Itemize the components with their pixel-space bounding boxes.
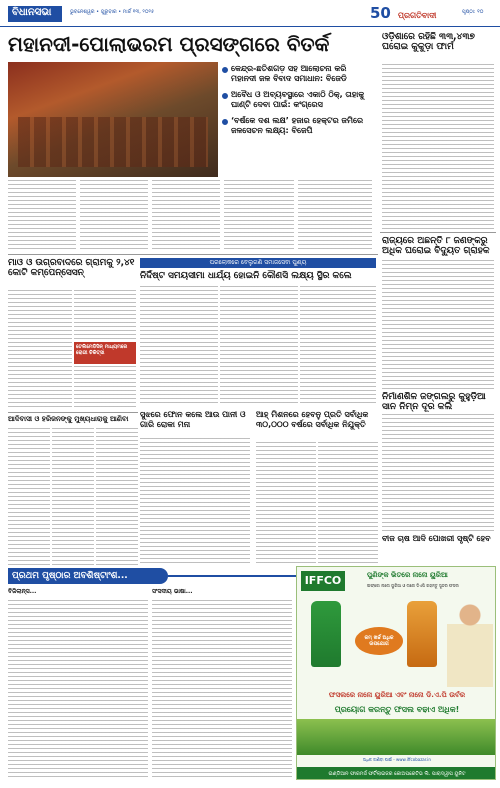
- right-story2-body: [382, 260, 494, 390]
- ad-logo: IFFCO: [301, 571, 345, 591]
- lead-point-2: ଅବୈଧ ଓ ଅବ୍ୟବସ୍ଥାରେ ଏକାଠି ଠିକ୍, ତାହାକୁ ଘାଣ୍ଟି ଦେବା ପାଇଁ: କଂଗ୍ରେସ: [222, 90, 372, 110]
- lead-body-col3: [152, 180, 220, 252]
- bullet-icon: [222, 67, 228, 73]
- page-number: ପୃଷ୍ଠା: ୧୦: [462, 9, 484, 15]
- brand-years: 50: [370, 4, 391, 22]
- bottom-col1-title: ବିଜିଲାନ୍ସ...: [8, 588, 37, 595]
- farmer-illustration: [447, 597, 493, 687]
- ad-headline-1: ଫସଲରେ ନାନୋ ୟୁରିଆ ଏବଂ ନାନୋ ଡି.ଏ.ପି ଉର୍ବର: [328, 691, 466, 699]
- bottom-col2-body: [152, 600, 292, 780]
- nano-bottle-left: [311, 601, 341, 667]
- mid-story5-body-b: [318, 442, 378, 566]
- iffco-ad: [296, 566, 496, 780]
- lead-body-col2: [80, 180, 148, 252]
- ad-title: ପୁଣିଙ୍କ ଭିତରେ ନାନୋ ୟୁରିଆ: [367, 571, 448, 579]
- ad-footer: ଅଧିକ ଜାଣିବା ପାଇଁ - www.iffcobazar.in: [363, 757, 431, 762]
- lead-body-col5: [298, 180, 372, 252]
- right-story4-title: ବୀଜ ଚାଷ ଆଦି ପୋଖରୀ ସୃଷ୍ଟି ହେବ: [382, 534, 491, 543]
- mid-story5-title: ଆହ୍ ମିଶନରେ ହେବନୁ ପ୍ରତି ସର୍ବାଧିକ ୩୦,୦୦୦ ବର୍ଷରେ ସର୍ବାଧିକ ନିଯୁକ୍ତି: [256, 410, 369, 429]
- mid-story3-body-a: [8, 428, 50, 566]
- divider: [8, 412, 138, 413]
- mid-story2-title: ନିର୍ଦ୍ଦିଷ୍ଟ ସମୟସୀମା ଧାର୍ଯ୍ୟ ହୋଇନି କୌଣସି ଲକ୍ଷ୍ୟ ସ୍ଥିର କଲେ: [140, 271, 352, 281]
- mid-banner: ପରଲୋକରେ ବେଲୁଗଣି ସମାଜସେବା ପୁଣ୍ୟ: [140, 258, 376, 268]
- lead-headline: ମହାନଦୀ-ପୋଲାଭରମ ପ୍ରସଙ୍ଗରେ ବିତର୍କ: [8, 32, 330, 56]
- divider: [8, 254, 378, 255]
- right-story2-title: ରାଜ୍ୟରେ ଅଛନ୍ତି ୮ ଜଣଙ୍କରୁ ଅଧିକ ଘରୋଇ ବିଦ୍ୟୁତ ଗ୍ରାହକ: [382, 236, 490, 256]
- mid-story1-body2: [74, 290, 136, 340]
- ad-strip: ଇଣ୍ଡିଆନ ଫାରମର୍ସ ଫର୍ଟିଲାଇଜର କୋଅପରେଟିଭ ଲି. ପାରାଦ୍ୱୀପ ୟୁନିଟ: [297, 767, 496, 780]
- lead-points: [222, 64, 372, 176]
- lead-body-col4: [224, 180, 294, 252]
- mid-story1-body3: [74, 366, 136, 410]
- section-label: ବିଧାନସଭା: [8, 6, 62, 22]
- assembly-photo: [8, 62, 218, 177]
- mid-story3-body-b: [52, 428, 94, 566]
- bullet-icon: [222, 119, 228, 125]
- brand-name: ପ୍ରଗତିବାଦୀ: [397, 11, 437, 20]
- mid-story2-body-b: [220, 286, 298, 406]
- bottom-banner: ପ୍ରଥମ ପୃଷ୍ଠାର ଅବଶିଷ୍ଟାଂଶ...: [8, 568, 168, 584]
- lead-body-col1: [8, 180, 76, 252]
- right-story1-body: [382, 64, 494, 229]
- divider: [380, 232, 496, 233]
- mid-story2-body-a: [140, 286, 218, 406]
- right-story1-title: ଓଡ଼ିଶାରେ ରହିଛି ୩୩,୪୩୭ ଘରୋଇ କୁକୁଡ଼ା ଫାର୍ମ: [382, 32, 475, 52]
- lead-point-3: ‘ବର୍ଷକେ ଦଶ ଲକ୍ଷ’ ହଜାର ହେକ୍ଟର ଜମିରେ ଜଳସେଚନ ଲକ୍ଷ୍ୟ: ବିଜେପି: [222, 116, 372, 136]
- mid-story5-body-a: [256, 442, 316, 566]
- ad-subtitle: ଇଫ୍‌କୋ ନାନୋ ୟୁରିଆ ଓ ନାନୋ ଡିଏପି ଗଢନ୍ତୁ ସୁନ୍ଦର ଫସଲ: [367, 583, 459, 588]
- bullet-icon: [222, 93, 228, 99]
- mid-story4-title: ସୁଝରେ ଫୋନ କଲେ ଆଉ ପାନୀ ଓ ଗାରି ରୋକା ମନା: [140, 410, 246, 429]
- right-story3-body: [382, 414, 494, 532]
- mid-story1-body: [8, 290, 72, 410]
- mid-story2-body-c: [300, 286, 376, 406]
- page-header: [0, 0, 500, 27]
- mid-story3-title: ଆଦିବାସୀ ଓ ହରିଜନଙ୍କୁ ମୁଖ୍ୟଧାରାକୁ ଆଣିବା: [8, 415, 129, 423]
- lead-point-1: କେନ୍ଦ୍ର-ଛତିଶଗଡ଼ ସହ ଆଲୋଚନା କରି ମହାନଦୀ ଜଳ ବିବାଦ ସମାଧାନ: ବିଜେଡି: [222, 64, 372, 84]
- photo-benches: [18, 117, 208, 167]
- mid-story1-title: ମାଓ ଓ ଉଗ୍ରବାଦରେ ଗ୍ରାମକୁ ୨,୪୧ କୋଟି କମ୍ପେନ୍ସେସନ୍: [8, 258, 135, 278]
- ad-headline-2: ପ୍ରୟୋଗ କରନ୍ତୁ ଫସଲ ବଢାଏ ଅଧିକ!: [334, 705, 460, 714]
- bottom-col1-body: [8, 600, 148, 780]
- ad-tag: କମ୍ ଖର୍ଚ୍ଚ ଅଧିକ ଉପଯୋଗ: [355, 627, 403, 655]
- mid-story4-body: [140, 438, 250, 566]
- mid-story3-body-c: [96, 428, 138, 566]
- brand-logo: [370, 3, 460, 23]
- nano-bottle-right: [407, 601, 437, 667]
- ad-field: [297, 719, 496, 755]
- right-story3-title: ନିର୍ମାଣଶିଳ ଜଙ୍ଗଲରୁ କୁହୁଡ଼ିଆ ସାନ ନିମ୍ନ ଦୂର କଲି: [382, 392, 486, 412]
- bottom-col2-title: ସଂସଦୀୟ ଭାଷା...: [152, 588, 193, 595]
- inset-box: ଟେଲିମେଡିସିନ୍ ମାଧ୍ୟମରେ ରୋଗୀ ଚିକିତ୍ସା: [74, 342, 136, 364]
- dateline: ଭୁବନେଶ୍ୱର • ଗୁରୁବାର • ମାର୍ଚ୍ଚ ୧୩, ୨୦୨୫: [70, 9, 155, 15]
